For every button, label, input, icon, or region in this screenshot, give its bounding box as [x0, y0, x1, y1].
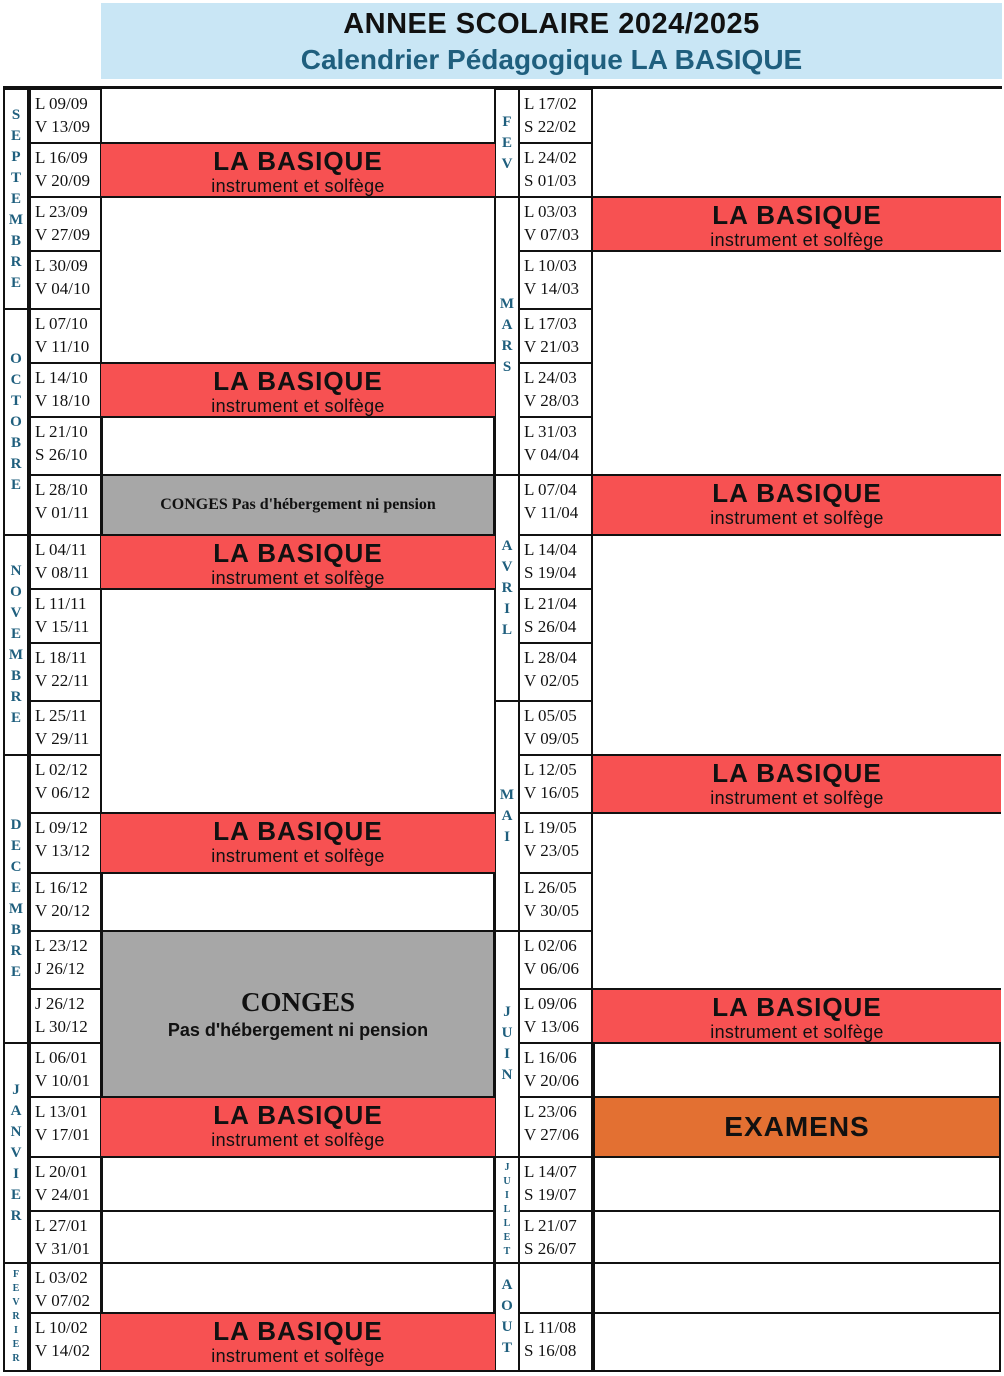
month-letter: A: [10, 1102, 22, 1119]
week-end-date: S 16/08: [524, 1341, 577, 1360]
week-end-date: J 26/12: [35, 959, 85, 978]
month-letter: F: [502, 113, 512, 130]
week-end-date: S 01/03: [524, 171, 577, 190]
week-end-date: V 04/04: [524, 445, 579, 464]
week-cell: [29, 642, 102, 702]
event-title: LA BASIQUE: [712, 992, 882, 1022]
week-start-date: L 07/10: [35, 314, 88, 333]
empty-week-cell: [101, 872, 495, 932]
month-letter: E: [10, 1186, 21, 1203]
week-start-date: L 27/01: [35, 1216, 88, 1235]
month-letter: A: [501, 317, 513, 333]
week-start-date: L 05/05: [524, 706, 577, 725]
la-basique-event: [101, 362, 495, 418]
week-start-date: L 03/03: [524, 202, 577, 221]
conges-title: CONGES: [240, 987, 356, 1017]
month-letter: U: [501, 1025, 513, 1041]
event-title: LA BASIQUE: [213, 366, 383, 396]
month-letter: T: [503, 1246, 511, 1257]
month-letter: T: [10, 169, 21, 186]
month-label: [3, 1262, 29, 1372]
week-cell: [518, 754, 593, 814]
event-subtitle: instrument et solfège: [211, 568, 385, 588]
week-start-date: L 11/11: [35, 594, 87, 613]
week-end-date: V 13/06: [524, 1017, 579, 1036]
month-letter: R: [10, 455, 22, 472]
week-cell: [29, 142, 102, 198]
month-letter: J: [12, 1081, 20, 1098]
month-letter: A: [501, 1277, 513, 1293]
week-start-date: L 09/06: [524, 994, 577, 1013]
month-label: [3, 534, 29, 756]
month-letter: C: [10, 371, 22, 388]
event-subtitle: instrument et solfège: [710, 230, 884, 250]
month-letter: C: [10, 859, 22, 875]
week-cell: [29, 1096, 102, 1158]
month-letter: E: [501, 134, 512, 151]
week-end-date: S 26/07: [524, 1239, 577, 1258]
examens-title: EXAMENS: [724, 1111, 870, 1142]
week-start-date: L 10/02: [35, 1318, 88, 1337]
event-subtitle: instrument et solfège: [710, 1022, 884, 1042]
week-start-date: L 09/12: [35, 818, 88, 837]
month-letter: B: [10, 668, 21, 684]
week-cell: [29, 308, 102, 364]
week-start-date: L 19/05: [524, 818, 577, 837]
month-label: [494, 1156, 520, 1264]
week-start-date: J 26/12: [35, 994, 85, 1013]
empty-week-cell: [593, 1262, 1001, 1314]
week-cell: [518, 250, 593, 310]
empty-week-cell: [593, 1156, 1001, 1212]
event-title: LA BASIQUE: [213, 146, 383, 176]
week-cell: [29, 534, 102, 590]
month-letter: M: [499, 296, 515, 312]
week-start-date: L 06/01: [35, 1048, 88, 1067]
week-end-date: V 04/10: [35, 279, 90, 298]
month-letter: L: [503, 1218, 511, 1229]
month-letter: E: [10, 274, 21, 291]
month-letter: R: [501, 579, 513, 596]
month-letter: E: [10, 127, 21, 144]
week-end-date: V 07/02: [35, 1291, 90, 1310]
week-start-date: L 16/09: [35, 148, 88, 167]
week-cell: [518, 988, 593, 1044]
week-start-date: L 28/10: [35, 480, 88, 499]
month-letter: U: [501, 1319, 513, 1335]
month-letter: I: [13, 1165, 19, 1182]
week-cell: [29, 362, 102, 418]
week-start-date: L 13/01: [35, 1102, 88, 1121]
month-letter: L: [503, 1204, 511, 1215]
month-letter: M: [8, 211, 24, 228]
month-letter: V: [501, 155, 513, 172]
week-start-date: L 18/11: [35, 648, 88, 667]
week-cell: [29, 196, 102, 252]
week-cell: [29, 1312, 102, 1372]
week-end-date: V 10/01: [35, 1071, 90, 1090]
week-cell: [29, 872, 102, 932]
month-letter: E: [10, 838, 21, 854]
week-start-date: L 14/10: [35, 368, 88, 387]
week-start-date: L 11/08: [524, 1318, 577, 1337]
week-cell: [29, 988, 102, 1044]
month-letter: A: [501, 537, 513, 554]
month-letter: E: [10, 880, 21, 896]
week-start-date: L 21/10: [35, 422, 88, 441]
conges-subtitle: Pas d'hébergement ni pension: [167, 1020, 429, 1040]
month-letter: N: [501, 1067, 513, 1083]
week-start-date: L 17/02: [524, 94, 577, 113]
week-start-date: L 23/06: [524, 1102, 577, 1121]
month-label: [494, 1262, 520, 1372]
week-end-date: V 01/11: [35, 503, 90, 522]
month-label: [3, 88, 29, 310]
month-letter: A: [501, 807, 513, 824]
week-cell: [29, 700, 102, 756]
month-letter: U: [503, 1176, 511, 1187]
month-label: [494, 88, 520, 198]
month-letter: I: [14, 1325, 18, 1336]
month-letter: M: [8, 901, 24, 917]
week-start-date: L 03/02: [35, 1268, 88, 1287]
frame-line: [3, 86, 494, 89]
month-letter: R: [10, 1207, 22, 1224]
event-title: LA BASIQUE: [213, 816, 383, 846]
week-start-date: L 28/04: [524, 648, 577, 667]
week-cell: [518, 1262, 593, 1314]
month-letter: L: [501, 621, 512, 638]
month-letter: V: [10, 1144, 22, 1161]
event-title: LA BASIQUE: [712, 758, 882, 788]
month-letter: R: [10, 689, 22, 705]
week-start-date: L 23/12: [35, 936, 88, 955]
month-letter: T: [501, 1340, 512, 1356]
month-letter: E: [12, 1339, 20, 1350]
month-letter: R: [10, 253, 22, 270]
month-letter: E: [12, 1283, 20, 1294]
week-end-date: V 20/06: [524, 1071, 579, 1090]
month-label: [494, 474, 520, 702]
week-end-date: V 21/03: [524, 337, 579, 356]
week-cell: [518, 1042, 593, 1098]
week-start-date: L 16/06: [524, 1048, 577, 1067]
week-end-date: V 17/01: [35, 1125, 90, 1144]
week-end-date: V 13/12: [35, 841, 90, 860]
page-header: [101, 3, 1002, 79]
empty-week-cell: [101, 1210, 495, 1264]
event-subtitle: instrument et solfège: [211, 176, 385, 196]
week-cell: [518, 700, 593, 756]
week-cell: [29, 812, 102, 874]
conges-event: [101, 474, 495, 536]
week-end-date: V 14/02: [35, 1341, 90, 1360]
week-cell: [518, 930, 593, 990]
examens-event: [593, 1096, 1001, 1158]
empty-week-cell: [593, 1312, 1001, 1372]
week-cell: [518, 1096, 593, 1158]
month-letter: E: [10, 964, 21, 980]
page-subtitle: Calendrier Pédagogique LA BASIQUE: [300, 44, 803, 75]
week-start-date: L 24/03: [524, 368, 577, 387]
week-start-date: L 07/04: [524, 480, 577, 499]
week-start-date: L 02/06: [524, 936, 577, 955]
week-cell: [29, 1262, 102, 1314]
week-end-date: V 13/09: [35, 117, 90, 136]
week-end-date: S 26/04: [524, 617, 577, 636]
week-end-date: S 19/04: [524, 563, 577, 582]
la-basique-event: [593, 754, 1001, 814]
week-cell: [518, 308, 593, 364]
event-title: LA BASIQUE: [213, 538, 383, 568]
month-letter: M: [8, 647, 24, 663]
week-end-date: V 20/12: [35, 901, 90, 920]
week-cell: [518, 588, 593, 644]
week-start-date: L 16/12: [35, 878, 88, 897]
week-start-date: L 31/03: [524, 422, 577, 441]
week-start-date: L 20/01: [35, 1162, 88, 1181]
week-start-date: L 17/03: [524, 314, 577, 333]
month-letter: O: [501, 1298, 513, 1314]
month-letter: B: [10, 434, 21, 451]
week-cell: [518, 196, 593, 252]
week-end-date: S 22/02: [524, 117, 577, 136]
month-letter: E: [10, 190, 21, 207]
month-letter: B: [10, 232, 21, 249]
week-end-date: V 09/05: [524, 729, 579, 748]
week-cell: [518, 1312, 593, 1372]
month-letter: E: [503, 1232, 511, 1243]
week-cell: [29, 1156, 102, 1212]
page-title: ANNEE SCOLAIRE 2024/2025: [343, 8, 760, 40]
week-start-date: L 09/09: [35, 94, 88, 113]
month-letter: B: [10, 922, 21, 938]
month-label: [494, 930, 520, 1158]
week-end-date: V 29/11: [35, 729, 90, 748]
week-end-date: V 24/01: [35, 1185, 90, 1204]
month-letter: M: [499, 786, 515, 803]
week-cell: [29, 250, 102, 310]
week-end-date: V 11/10: [35, 337, 90, 356]
la-basique-event: [101, 142, 495, 198]
week-cell: [29, 588, 102, 644]
week-cell: [29, 1042, 102, 1098]
week-end-date: V 06/12: [35, 783, 90, 802]
la-basique-event: [101, 1096, 495, 1158]
week-start-date: L 21/04: [524, 594, 577, 613]
month-letter: T: [10, 392, 21, 409]
week-cell: [518, 416, 593, 476]
event-title: LA BASIQUE: [213, 1316, 383, 1346]
month-letter: N: [10, 563, 22, 579]
month-letter: S: [502, 359, 512, 375]
empty-week-cell: [101, 1262, 495, 1314]
month-letter: P: [11, 148, 21, 165]
week-start-date: L 21/07: [524, 1216, 577, 1235]
event-subtitle: instrument et solfège: [710, 508, 884, 528]
week-end-date: V 14/03: [524, 279, 579, 298]
week-start-date: L 10/03: [524, 256, 577, 275]
week-start-date: L 30/09: [35, 256, 88, 275]
week-end-date: V 22/11: [35, 671, 90, 690]
week-end-date: V 18/10: [35, 391, 90, 410]
month-letter: E: [10, 476, 21, 493]
week-end-date: V 06/06: [524, 959, 579, 978]
event-subtitle: instrument et solfège: [211, 1346, 385, 1366]
event-subtitle: instrument et solfège: [211, 846, 385, 866]
week-end-date: V 07/03: [524, 225, 579, 244]
la-basique-event: [593, 196, 1001, 252]
month-letter: R: [12, 1311, 20, 1322]
event-title: LA BASIQUE: [712, 200, 882, 230]
month-label: [3, 308, 29, 536]
la-basique-event: [593, 988, 1001, 1044]
month-letter: I: [504, 1046, 510, 1062]
conges-event: [101, 930, 495, 1098]
week-end-date: L 30/12: [35, 1017, 88, 1036]
week-cell: [29, 754, 102, 814]
week-end-date: V 23/05: [524, 841, 579, 860]
week-end-date: S 26/10: [35, 445, 88, 464]
week-cell: [518, 474, 593, 536]
month-label: [494, 196, 520, 476]
week-cell: [518, 812, 593, 874]
month-letter: V: [501, 558, 513, 575]
week-cell: [29, 88, 102, 144]
month-letter: I: [504, 828, 510, 845]
week-end-date: V 27/09: [35, 225, 90, 244]
week-cell: [518, 642, 593, 702]
empty-week-cell: [101, 416, 495, 476]
la-basique-event: [101, 534, 495, 590]
week-start-date: L 12/05: [524, 760, 577, 779]
week-cell: [518, 872, 593, 932]
month-letter: O: [10, 413, 22, 430]
event-subtitle: instrument et solfège: [710, 788, 884, 808]
week-end-date: V 30/05: [524, 901, 579, 920]
month-letter: R: [501, 338, 513, 354]
empty-week-cell: [101, 1156, 495, 1212]
week-end-date: V 16/05: [524, 783, 579, 802]
week-end-date: V 27/06: [524, 1125, 579, 1144]
week-start-date: L 04/11: [35, 540, 88, 559]
week-end-date: V 08/11: [35, 563, 90, 582]
month-letter: E: [10, 626, 21, 642]
week-cell: [29, 930, 102, 990]
week-end-date: V 02/05: [524, 671, 579, 690]
month-letter: S: [11, 106, 21, 123]
la-basique-event: [593, 474, 1001, 536]
week-end-date: V 20/09: [35, 171, 90, 190]
conges-inline-label: CONGES Pas d'hébergement ni pension: [160, 496, 436, 513]
week-cell: [518, 1210, 593, 1264]
week-end-date: V 15/11: [35, 617, 90, 636]
week-cell: [518, 534, 593, 590]
week-cell: [518, 88, 593, 144]
week-start-date: L 14/04: [524, 540, 577, 559]
month-letter: F: [12, 1269, 20, 1280]
empty-week-cell: [593, 1210, 1001, 1264]
month-letter: J: [504, 1162, 510, 1173]
month-letter: O: [10, 350, 22, 367]
week-start-date: L 14/07: [524, 1162, 577, 1181]
month-letter: O: [10, 584, 22, 600]
month-label: [3, 754, 29, 1044]
week-cell: [518, 362, 593, 418]
month-letter: I: [505, 1190, 509, 1201]
frame-line: [494, 86, 1002, 89]
month-letter: V: [10, 605, 22, 621]
month-letter: R: [12, 1353, 20, 1364]
la-basique-event: [101, 1312, 495, 1372]
week-cell: [29, 416, 102, 476]
month-letter: D: [10, 817, 22, 833]
week-start-date: L 26/05: [524, 878, 577, 897]
event-subtitle: instrument et solfège: [211, 396, 385, 416]
month-letter: I: [504, 600, 510, 617]
month-label: [494, 700, 520, 932]
event-title: LA BASIQUE: [712, 478, 882, 508]
week-start-date: L 23/09: [35, 202, 88, 221]
week-end-date: V 28/03: [524, 391, 579, 410]
month-letter: E: [10, 710, 21, 726]
month-letter: V: [12, 1297, 20, 1308]
week-end-date: S 19/07: [524, 1185, 577, 1204]
empty-week-cell: [593, 1042, 1001, 1098]
week-cell: [518, 142, 593, 198]
week-cell: [518, 1156, 593, 1212]
event-title: LA BASIQUE: [213, 1100, 383, 1130]
month-letter: N: [10, 1123, 22, 1140]
week-end-date: V 31/01: [35, 1239, 90, 1258]
week-end-date: V 11/04: [524, 503, 579, 522]
week-start-date: L 02/12: [35, 760, 88, 779]
month-label: [3, 1042, 29, 1264]
event-subtitle: instrument et solfège: [211, 1130, 385, 1150]
week-cell: [29, 474, 102, 536]
week-start-date: L 25/11: [35, 706, 88, 725]
month-letter: J: [503, 1004, 511, 1020]
la-basique-event: [101, 812, 495, 874]
week-start-date: L 24/02: [524, 148, 577, 167]
month-letter: R: [10, 943, 22, 959]
week-cell: [29, 1210, 102, 1264]
